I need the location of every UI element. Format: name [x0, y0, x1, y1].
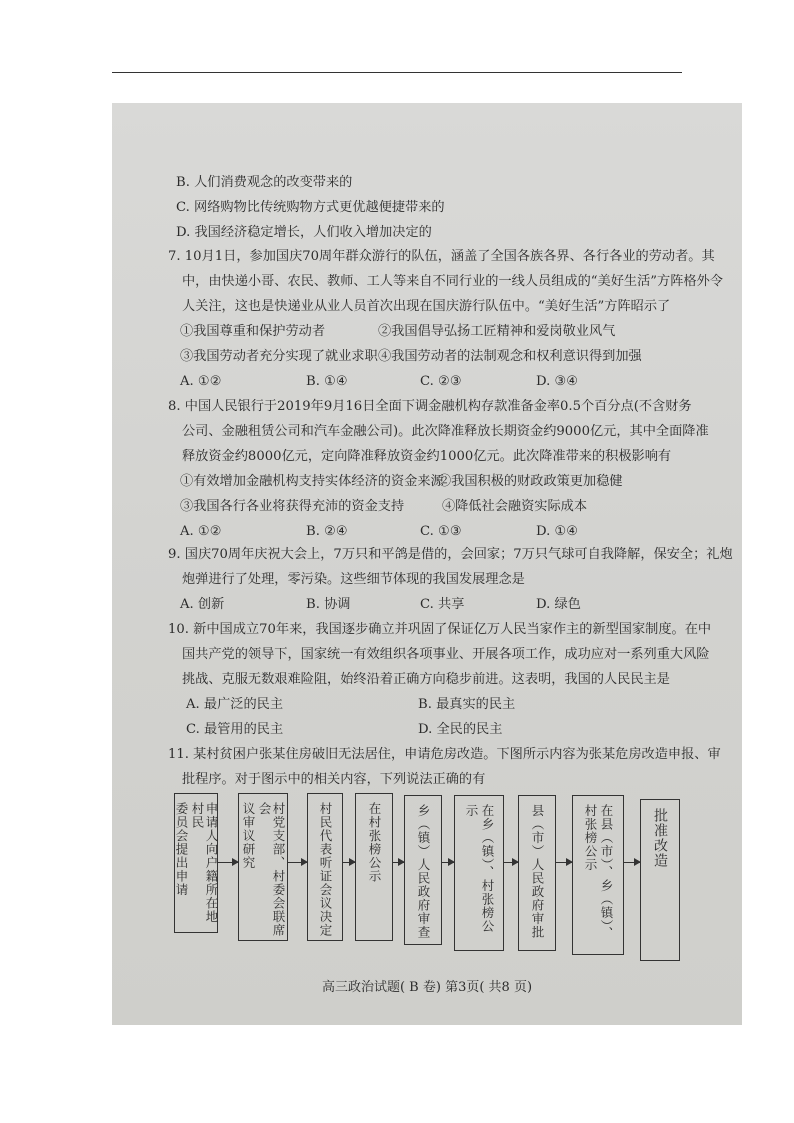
q8-statement: ②我国积极的财政政策更加稳健 — [438, 474, 623, 489]
q7-statement: ④我国劳动者的法制观念和权利意识得到加强 — [378, 349, 642, 364]
q9-stem-line: 9. 国庆70周年庆祝大会上，7万只和平鸽是借的，会回家；7万只气球可自我降解，保安全；礼炮 — [168, 547, 733, 562]
flow-step-text: 委员会提出申请 — [174, 802, 189, 897]
q10-stem-line: 10. 新中国成立70年来，我国逐步确立并巩固了保证亿万人民当家作主的新型国家制度。在中 — [168, 622, 712, 637]
q7-statement: ③我国劳动者充分实现了就业求职 — [180, 349, 378, 364]
flow-step-5 — [404, 795, 442, 945]
q7-stem-line: 7. 10月1日，参加国庆70周年群众游行的队伍，涵盖了全国各族各界、各行各业的劳动者。其 — [168, 249, 715, 264]
q9-choice-d: D. 绿色 — [536, 597, 581, 612]
flow-arrow — [504, 862, 518, 863]
flow-step-text: 在乡（镇）、村张榜公 — [480, 804, 495, 933]
q7-statement: ①我国尊重和保护劳动者 — [180, 324, 326, 339]
flow-arrow — [393, 862, 404, 863]
q8-choice-d: D. ①④ — [536, 524, 579, 539]
flow-step-text: 在县（市）、乡（镇）、 — [599, 804, 614, 940]
q7-stem-line: 人关注，这也是快递业从业人员首次出现在国庆游行队伍中。“美好生活”方阵昭示了 — [182, 299, 671, 314]
q7-statement: ②我国倡导弘扬工匠精神和爱岗敬业风气 — [378, 324, 616, 339]
flow-arrow — [218, 862, 238, 863]
q8-stem-line: 公司、金融租赁公司和汽车金融公司)。此次降准释放长期资金约9000亿元，其中全面降准 — [182, 424, 709, 439]
q8-choice-a: A. ①② — [180, 524, 222, 539]
q9-stem-line: 炮弹进行了处理，零污染。这些细节体现的我国发展理念是 — [182, 572, 525, 587]
q8-choice-c: C. ①③ — [420, 524, 462, 539]
q10-choice-a: A. 最广泛的民主 — [186, 697, 284, 712]
q6-option-d: D. 我国经济稳定增长，人们收入增加决定的 — [176, 225, 432, 240]
q8-stem-line: 释放资金约8000亿元，定向降准释放资金约1000亿元。此次降准带来的积极影响有 — [182, 449, 672, 464]
flow-arrow — [624, 862, 640, 863]
q7-choice-d: D. ③④ — [536, 374, 579, 389]
q8-statement: ①有效增加金融机构支持实体经济的资金来源 — [180, 474, 444, 489]
q10-stem-line: 挑战、克服无数艰难险阻，始终沿着正确方向稳步前进。这表明，我国的人民民主是 — [182, 672, 670, 687]
flow-step-text: 批准改造 — [652, 808, 668, 868]
flow-arrow — [288, 862, 307, 863]
q7-choice-c: C. ②③ — [420, 374, 462, 389]
q6-option-c: C. 网络购物比传统购物方式更优越便捷带来的 — [176, 200, 445, 215]
flow-step-1 — [174, 793, 218, 933]
approval-flowchart — [174, 789, 722, 965]
q9-choice-b: B. 协调 — [306, 597, 351, 612]
q9-choice-c: C. 共享 — [420, 597, 465, 612]
q10-choice-b: B. 最真实的民主 — [418, 697, 516, 712]
q6-option-b: B. 人们消费观念的改变带来的 — [176, 175, 353, 190]
q7-stem-line: 中，由快递小哥、农民、教师、工人等来自不同行业的一线人员组成的“美好生活”方阵格外令 — [182, 274, 723, 289]
flow-arrow — [442, 862, 454, 863]
flow-step-9 — [640, 799, 680, 961]
q8-statement: ③我国各行各业将获得充沛的资金支持 — [180, 499, 405, 514]
q7-choice-b: B. ①④ — [306, 374, 348, 389]
q11-stem-line: 11. 某村贫困户张某住房破旧无法居住，申请危房改造。下图所示内容为张某危房改造申报、审 — [168, 747, 721, 762]
flow-step-6 — [454, 795, 504, 951]
q11-stem-line: 批程序。对于图示中的相关内容，下列说法正确的有 — [182, 772, 486, 787]
flow-step-text: 村张榜公示 — [583, 804, 598, 872]
q8-choice-b: B. ②④ — [306, 524, 348, 539]
flow-step-4 — [355, 793, 393, 941]
flow-step-text: 申请人向户籍所在地村民 — [190, 802, 219, 924]
flow-step-8 — [572, 795, 624, 955]
flow-step-text: 乡（镇）人民政府审查 — [416, 804, 431, 939]
flow-step-7 — [518, 795, 556, 951]
q9-choice-a: A. 创新 — [180, 597, 225, 612]
flow-arrow — [556, 862, 572, 863]
header-rule — [112, 72, 682, 73]
flow-arrow — [343, 862, 355, 863]
q7-choice-a: A. ①② — [180, 374, 222, 389]
q10-choice-c: C. 最管用的民主 — [186, 722, 284, 737]
flow-step-text: 议审议研究 — [241, 802, 256, 870]
q8-statement: ④降低社会融资实际成本 — [442, 499, 588, 514]
flow-step-3 — [307, 793, 343, 941]
q10-choice-d: D. 全民的民主 — [418, 722, 503, 737]
flow-step-text: 示 — [464, 804, 479, 818]
flow-step-text: 村民代表听证会议决定 — [318, 802, 333, 937]
q10-stem-line: 国共产党的领导下，国家统一有效组织各项事业、开展各项工作，成功应对一系列重大风险 — [182, 647, 710, 662]
flow-step-text: 村党支部、村委会联席会 — [257, 802, 286, 937]
flow-step-2 — [238, 793, 288, 941]
exam-page — [112, 103, 742, 1025]
flow-step-text: 在村张榜公示 — [367, 802, 382, 883]
flow-step-text: 县（市）人民政府审批 — [530, 804, 545, 939]
page-footer: 高三政治试题( B 卷) 第3页( 共8 页) — [321, 980, 533, 995]
q8-stem-line: 8. 中国人民银行于2019年9月16日全面下调金融机构存款准备金率0.5个百分点(不含财务 — [168, 399, 692, 414]
